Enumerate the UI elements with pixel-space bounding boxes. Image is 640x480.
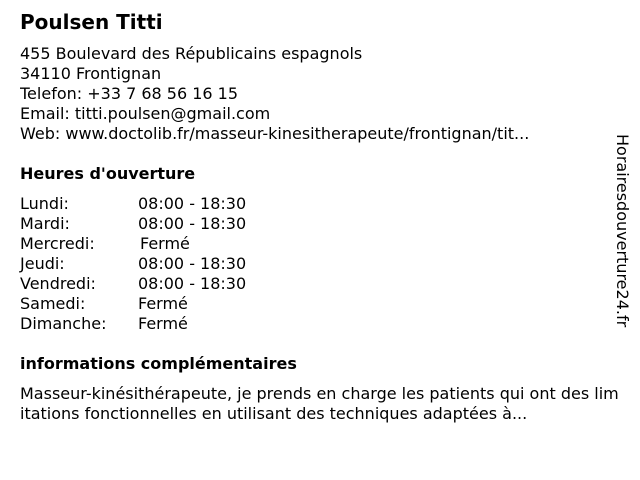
- address-street: 455 Boulevard des Républicains espagnols: [20, 44, 363, 63]
- email-address: Email: titti.poulsen@gmail.com: [20, 104, 271, 123]
- website-link[interactable]: Web: www.doctolib.fr/masseur-kinesitherapeute/frontignan/tit...: [20, 124, 530, 143]
- site-watermark: Horairesdouverture24.fr: [613, 134, 632, 328]
- phone-number: Telefon: +33 7 68 56 16 15: [20, 84, 239, 103]
- hours-value: 08:00 - 18:30: [138, 274, 247, 293]
- hours-value: Fermé: [138, 314, 188, 333]
- hours-value: Fermé: [138, 294, 188, 313]
- day-label: Dimanche:: [20, 314, 107, 333]
- contact-block: [20, 44, 600, 144]
- hours-row-wednesday: [20, 234, 420, 254]
- hours-row-thursday: [20, 254, 420, 274]
- opening-hours-heading: Heures d'ouverture: [20, 164, 196, 183]
- hours-value: Fermé: [140, 234, 190, 253]
- hours-row-friday: [20, 274, 420, 294]
- business-name: Poulsen Titti: [20, 10, 163, 34]
- opening-hours-table: [20, 194, 420, 334]
- hours-value: 08:00 - 18:30: [138, 194, 247, 213]
- day-label: Vendredi:: [20, 274, 96, 293]
- hours-value: 08:00 - 18:30: [138, 214, 247, 233]
- hours-row-saturday: [20, 294, 420, 314]
- hours-row-monday: [20, 194, 420, 214]
- day-label: Lundi:: [20, 194, 69, 213]
- hours-value: 08:00 - 18:30: [138, 254, 247, 273]
- day-label: Mardi:: [20, 214, 70, 233]
- hours-row-tuesday: [20, 214, 420, 234]
- day-label: Jeudi:: [20, 254, 65, 273]
- day-label: Mercredi:: [20, 234, 95, 253]
- address-city: 34110 Frontignan: [20, 64, 162, 83]
- additional-info-heading: informations complémentaires: [20, 354, 297, 373]
- additional-info-text: Masseur-kinésithérapeute, je prends en charge les patients qui ont des limitations fonctionnelles en utilisant des techniques adaptées à...: [20, 384, 619, 423]
- day-label: Samedi:: [20, 294, 86, 313]
- hours-row-sunday: [20, 314, 420, 334]
